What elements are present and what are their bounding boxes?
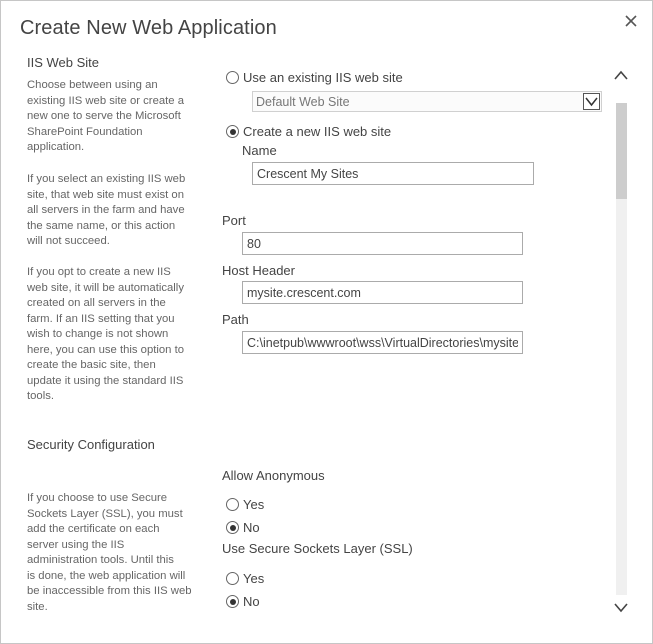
iis-description-choose: Choose between using an existing IIS web site or create a new one to serve the Microsoft SharePoint Foundation application. — [27, 79, 184, 153]
use-existing-site-label: Use an existing IIS web site — [243, 70, 403, 85]
iis-description-existing: If you select an existing IIS web site, that web site must exist on all servers in the farm and have the same name, or this action will not succeed. — [27, 173, 186, 247]
chevron-down-icon[interactable] — [613, 599, 629, 615]
ssl-yes-label: Yes — [243, 571, 265, 586]
anonymous-no-label: No — [243, 520, 260, 535]
iis-section-title: IIS Web Site — [27, 55, 100, 70]
name-label: Name — [242, 143, 277, 158]
chevron-up-icon[interactable] — [613, 68, 629, 84]
dialog-title: Create New Web Application — [20, 17, 277, 39]
use-ssl-label: Use Secure Sockets Layer (SSL) — [222, 541, 413, 556]
site-name-input[interactable] — [252, 162, 534, 185]
chevron-down-icon[interactable] — [583, 93, 600, 110]
security-description: If you choose to use Secure Sockets Layer (SSL), you must add the certificate on each server using the IIS administration tools. Until this is done, the web application will be inaccessible from this IIS web site. — [27, 492, 192, 613]
anonymous-yes-option[interactable] — [226, 497, 264, 512]
host-header-input[interactable] — [242, 281, 523, 304]
create-new-site-label: Create a new IIS web site — [243, 124, 392, 139]
ssl-no-label: No — [243, 594, 260, 609]
path-label: Path — [222, 312, 249, 327]
port-input[interactable] — [242, 232, 523, 255]
host-header-label: Host Header — [222, 263, 295, 278]
ssl-yes-radio[interactable] — [226, 572, 239, 585]
existing-site-select-value: Default Web Site — [256, 95, 350, 109]
security-section-title: Security Configuration — [27, 437, 155, 452]
ssl-no-option[interactable] — [226, 594, 260, 609]
port-label: Port — [222, 213, 246, 228]
anonymous-no-option[interactable] — [226, 520, 260, 535]
existing-site-select[interactable] — [252, 91, 602, 112]
anonymous-yes-label: Yes — [243, 497, 265, 512]
anonymous-no-radio[interactable] — [226, 521, 239, 534]
ssl-no-radio[interactable] — [226, 595, 239, 608]
use-existing-site-option[interactable] — [226, 70, 403, 85]
create-new-site-option[interactable] — [226, 124, 391, 139]
path-input[interactable] — [242, 331, 523, 354]
ssl-yes-option[interactable] — [226, 571, 264, 586]
anonymous-yes-radio[interactable] — [226, 498, 239, 511]
close-icon[interactable] — [622, 11, 640, 31]
scrollbar-thumb[interactable] — [616, 103, 627, 199]
allow-anonymous-label: Allow Anonymous — [222, 468, 325, 483]
create-new-site-radio[interactable] — [226, 125, 239, 138]
use-existing-site-radio[interactable] — [226, 71, 239, 84]
vertical-scrollbar[interactable] — [611, 63, 631, 619]
iis-description-new: If you opt to create a new IIS web site, it will be automatically created on all servers in the farm. If an IIS setting that you wish to change is not shown here, you can use this option to create the basic site, then update it using the standard IIS tools. — [27, 266, 185, 402]
